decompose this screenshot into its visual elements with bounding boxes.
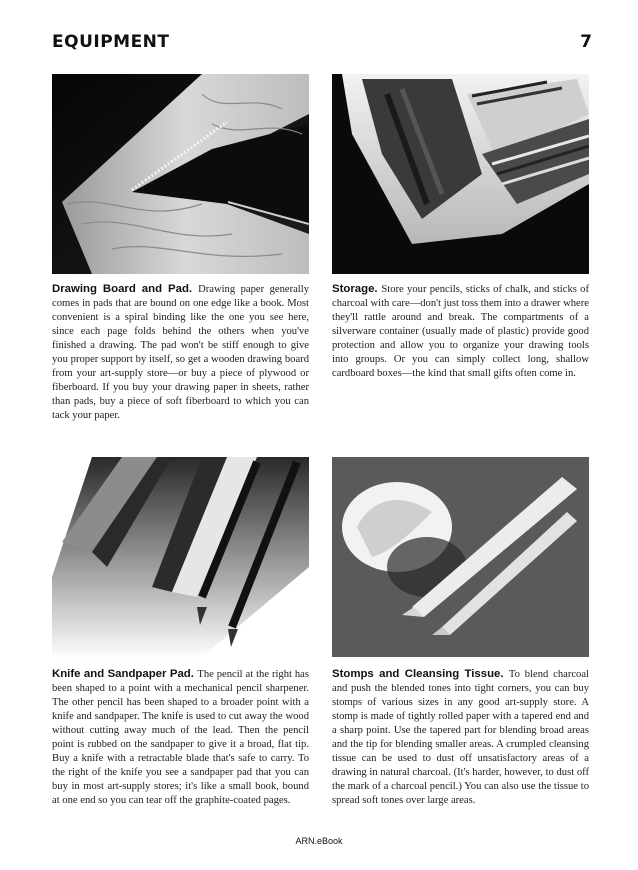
caption-body: Store your pencils, sticks of chalk, and sticks of charcoal with care—don't just toss them into a drawer where they'll rattle around and break. The compartments of a silverware container (usually made of plastic) provide good protection and allow you to organize your drawing tools into groups. Or you can simply collect long, shallow cardboard boxes—the kind that small gifts often come in. xyxy=(332,284,589,379)
drawing-board-photo xyxy=(52,74,309,274)
caption-body: To blend charcoal and push the blended tones into tight corners, you can buy stomps of various sizes in any good art-supply store. A stomp is made of tightly rolled paper with a tapered end and a sharp point. Use the tapered part for blending broad areas and the tip for blending smaller areas. A crumpled cleansing tissue can be used to dust off unsatisfactory areas of a drawing in natural charcoal. (It's harder, however, to dust off the mark of a charcoal pencil.) You can also use the tissue to spread soft tones over large areas. xyxy=(332,669,589,806)
caption-heading: Storage. xyxy=(332,283,382,295)
caption-heading: Stomps and Cleansing Tissue. xyxy=(332,668,509,680)
caption-heading: Drawing Board and Pad. xyxy=(52,283,199,295)
footer-text: ARN.eBook xyxy=(295,836,343,846)
stomps-tissue-caption xyxy=(332,667,589,808)
page-title: EQUIPMENT xyxy=(52,32,170,52)
storage-tray-photo xyxy=(332,74,589,274)
caption-heading: Knife and Sandpaper Pad. xyxy=(52,668,198,680)
knife-sandpaper-photo xyxy=(52,457,309,657)
caption-body: Drawing paper generally comes in pads that are bound on one edge like a book. Most convenient is a spiral binding like the one you see here, since each page folds behind the others when you've finished a drawing. The pad won't be stiff enough to give you proper support by itself, so get a wooden drawing board from your art-supply store—or buy a piece of plywood or fiberboard. If you buy your drawing paper in sheets, rather than pads, buy a piece of soft fiberboard to which you can tack your paper. xyxy=(52,284,309,421)
stomps-tissue-photo xyxy=(332,457,589,657)
caption-body: The pencil at the right has been shaped to a point with a mechanical pencil sharpener. The other pencil has been shaped to a broader point with a knife and sandpaper. The knife is used to cut away the wood without cutting away much of the lead. Then the pencil point is rubbed on the sandpaper to give it a broad, flat tip. Buy a knife with a retractable blade that's safe to carry. To the right of the knife you see a sandpaper pad that you can buy in most art-supply stores; it's like a small book, bound at one end so you can tear off the graphite-coated pages. xyxy=(52,669,309,806)
knife-sandpaper-caption xyxy=(52,667,309,808)
storage-caption xyxy=(332,282,589,381)
page-number: 7 xyxy=(580,32,592,52)
drawing-board-caption xyxy=(52,282,309,423)
